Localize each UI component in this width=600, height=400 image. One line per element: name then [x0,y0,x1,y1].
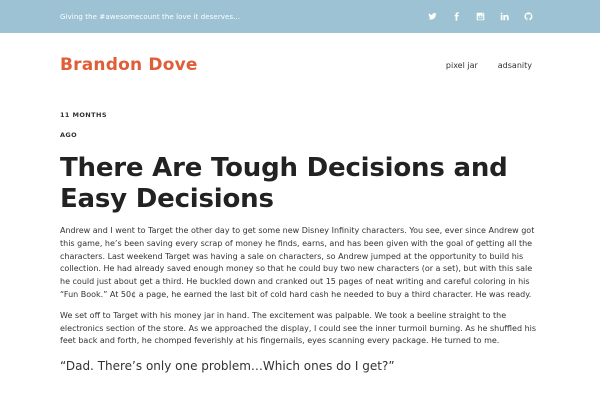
post-date-line1: 11 MONTHS [60,111,107,119]
post-quote: “Dad. There’s only one problem…Which ones do I get?” [60,359,395,374]
twitter-icon[interactable] [420,7,444,27]
instagram-icon[interactable] [468,7,492,27]
facebook-icon[interactable] [444,7,468,27]
site-header [0,33,600,97]
post-date-line2: AGO [60,131,78,139]
linkedin-icon[interactable] [492,7,516,27]
top-bar [0,0,600,33]
nav-item-pixel-jar[interactable]: pixel jar [445,60,478,70]
post-paragraph-1: Andrew and I went to Target the other day to get some new Disney Infinity characters. You see, ever since Andrew got this game, he’s been saving every scrap of money he finds, earns, and has been given with the goal of getting all the characters. Last weekend Target was having a sale on characters, so Andrew jumped at the opportunity to build his collection. He had already saved enough money so that he could buy two new characters (or a set), but with this sale he could just about get a third. He buckled down and cranked out 15 pages of neat writing and careful coloring in his “Fun Book.” At 50¢ a page, he earned the last bit of cold hard cash he needed to buy a third character. He was ready. [60,226,535,299]
post-title: There Are Tough Decisions and Easy Decisions [60,153,508,214]
nav-item-adsanity[interactable]: adsanity [497,60,532,70]
site-tagline: Giving the #awesomecount the love it deserves... [60,12,241,21]
post-date [60,111,540,139]
site-title[interactable]: Brandon Dove [60,55,198,75]
post-content [0,111,600,374]
post-paragraph-2: We set off to Target with his money jar in hand. The excitement was palpable. We took a beeline straight to the electronics section of the store. As we approached the display, I could see the inner turmoil burning. As he shuffled his feet back and forth, he chomped feverishly at his fingernails, eyes scanning every package. He turned to me. [60,310,537,346]
primary-nav [446,61,532,70]
social-links [420,7,540,27]
github-icon[interactable] [516,7,540,27]
